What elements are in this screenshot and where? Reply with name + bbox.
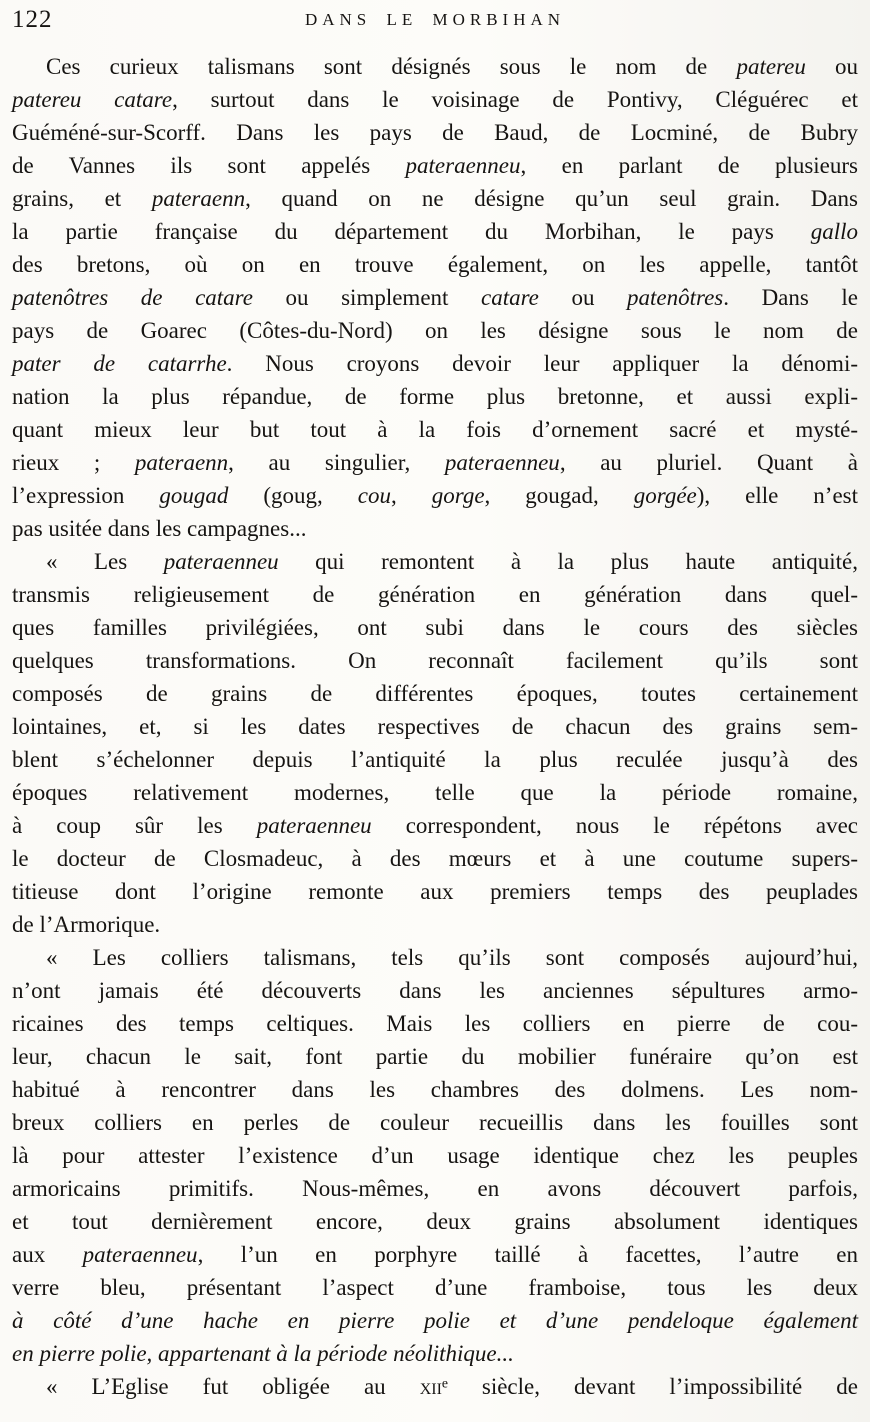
text-line (12, 974, 858, 1007)
text-segment: pas usitée dans les campagnes... (12, 516, 307, 541)
text-segment: pateraenneu (405, 153, 521, 178)
text-segment: à coup sûr les (12, 813, 257, 838)
text-segment: gorge (431, 483, 485, 508)
text-line (12, 50, 858, 83)
text-line (12, 380, 858, 413)
text-line (12, 1040, 858, 1073)
text-line (12, 875, 858, 908)
text-segment: ques familles privilégiées, ont subi dans le cours des siècles (12, 615, 858, 640)
text-segment: aux (12, 1242, 83, 1267)
text-segment: transmis religieusement de génération en génération dans quel- (12, 582, 858, 607)
text-segment: là pour attester l’existence d’un usage identique chez les peuples (12, 1143, 858, 1168)
text-segment: l’expression (12, 483, 160, 508)
text-segment: patereu catare (12, 87, 173, 112)
text-segment: pateraenneu (444, 450, 560, 475)
paragraph (12, 50, 858, 545)
text-segment: quant mieux leur but tout à la fois d’ornement sacré et mysté- (12, 417, 858, 442)
text-segment: pateraenneu (82, 1242, 198, 1267)
text-segment: . Dans le (723, 285, 859, 310)
text-segment: pater de catarrhe (12, 351, 227, 376)
text-segment: ricaines des temps celtiques. Mais les colliers en pierre de cou- (12, 1011, 858, 1036)
text-line (12, 1271, 858, 1304)
text-line (12, 314, 858, 347)
text-segment: breux colliers en perles de couleur recueillis dans les fouilles sont (12, 1110, 858, 1135)
text-line (12, 677, 858, 710)
text-segment: gorgée (633, 483, 697, 508)
text-line (12, 248, 858, 281)
text-segment: , au singulier, (228, 450, 445, 475)
text-line (12, 149, 858, 182)
text-segment: grains, et (12, 186, 152, 211)
text-segment: siècle, devant l’impossibilité de (447, 1374, 859, 1399)
text-segment: qui remontent à la plus haute antiquité, (278, 549, 858, 574)
text-segment: « Les colliers talismans, tels qu’ils sont composés aujourd’hui, (46, 945, 858, 970)
text-segment: en pierre polie, appartenant à la période néolithique... (12, 1341, 514, 1366)
text-segment: titieuse dont l’origine remonte aux premiers temps des peuplades (12, 879, 858, 904)
text-line (12, 1304, 858, 1337)
text-segment: habitué à rencontrer dans les chambres des dolmens. Les nom- (12, 1077, 858, 1102)
text-segment: , l’un en porphyre taillé à facettes, l’autre en (197, 1242, 858, 1267)
text-segment: ), elle n’est (696, 483, 859, 508)
text-line (12, 1139, 858, 1172)
text-segment: pateraenn (134, 450, 229, 475)
text-segment: pateraenn (151, 186, 246, 211)
text-segment: rieux ; (12, 450, 135, 475)
text-segment: Guéméné-sur-Scorff. Dans les pays de Baud, de Locminé, de Bubry (12, 120, 858, 145)
text-segment: , surtout dans le voisinage de Pontivy, Cléguérec et (172, 87, 858, 112)
text-segment: à côté d’une hache en pierre polie et d’une pendeloque également (12, 1308, 858, 1333)
text-segment: patenôtres de catare (12, 285, 253, 310)
text-line (12, 1337, 858, 1370)
text-segment: la partie française du département du Morbihan, le pays (12, 219, 811, 244)
text-segment: composés de grains de différentes époques, toutes certainement (12, 681, 858, 706)
text-line (12, 1370, 858, 1403)
text-line (12, 1106, 858, 1139)
text-segment: gallo (810, 219, 858, 244)
text-line (12, 578, 858, 611)
text-line (12, 842, 858, 875)
text-line (12, 281, 858, 314)
text-segment: pateraenneu (163, 549, 279, 574)
text-segment: n’ont jamais été découverts dans les anciennes sépultures armo- (12, 978, 858, 1003)
text-segment: armoricains primitifs. Nous-mêmes, en avons découvert parfois, (12, 1176, 858, 1201)
text-segment: , en parlant de plusieurs (520, 153, 858, 178)
text-segment: le docteur de Closmadeuc, à des mœurs et à une coutume supers- (12, 846, 858, 871)
text-segment: pateraenneu (256, 813, 372, 838)
page-header (12, 6, 858, 44)
text-segment: « Les (46, 549, 164, 574)
text-segment: et tout dernièrement encore, deux grains absolument identiques (12, 1209, 858, 1234)
text-line (12, 776, 858, 809)
text-segment: lointaines, et, si les dates respectives de chacun des grains sem- (12, 714, 858, 739)
text-segment: blent s’échelonner depuis l’antiquité la plus reculée jusqu’à des (12, 747, 858, 772)
text-segment: de Vannes ils sont appelés (12, 153, 406, 178)
text-line (12, 116, 858, 149)
text-segment: gougad (159, 483, 229, 508)
text-segment: leur, chacun le sait, font partie du mobilier funéraire qu’on est (12, 1044, 858, 1069)
text-line (12, 479, 858, 512)
text-line (12, 644, 858, 677)
text-segment: époques relativement modernes, telle que la période romaine, (12, 780, 858, 805)
page-number: 122 (12, 6, 53, 33)
text-line (12, 512, 858, 545)
text-segment: , gougad, (484, 483, 634, 508)
paragraph (12, 941, 858, 1370)
text-segment: cou (357, 483, 391, 508)
page-body (12, 50, 858, 1403)
text-line (12, 347, 858, 380)
text-line (12, 1205, 858, 1238)
text-segment: correspondent, nous le répétons avec (371, 813, 858, 838)
text-segment: verre bleu, présentant l’aspect d’une framboise, tous les deux (12, 1275, 858, 1300)
text-line (12, 611, 858, 644)
text-segment: ou (805, 54, 859, 79)
text-line (12, 545, 858, 578)
text-segment: catare (480, 285, 539, 310)
text-segment: ou (538, 285, 628, 310)
text-segment: nation la plus répandue, de forme plus bretonne, et aussi expli- (12, 384, 858, 409)
text-line (12, 908, 858, 941)
text-line (12, 1073, 858, 1106)
text-line (12, 941, 858, 974)
text-line (12, 1238, 858, 1271)
running-title: DANS LE MORBIHAN (304, 10, 566, 29)
text-line (12, 743, 858, 776)
text-line (12, 182, 858, 215)
text-line (12, 83, 858, 116)
text-segment: Ces curieux talismans sont désignés sous le nom de (46, 54, 737, 79)
text-segment: pays de Goarec (Côtes-du-Nord) on les désigne sous le nom de (12, 318, 858, 343)
text-line (12, 710, 858, 743)
text-segment: , quand on ne désigne qu’un seul grain. Dans (245, 186, 858, 211)
text-segment: ou simplement (252, 285, 481, 310)
text-line (12, 809, 858, 842)
text-segment: patereu (736, 54, 806, 79)
text-line (12, 1007, 858, 1040)
text-segment: quelques transformations. On reconnaît facilement qu’ils sont (12, 648, 858, 673)
text-segment: « L’Eglise fut obligée au (46, 1374, 420, 1399)
paragraph (12, 1370, 858, 1403)
text-line (12, 413, 858, 446)
text-segment: (goug, (228, 483, 358, 508)
text-line (12, 446, 858, 479)
text-segment: , (391, 483, 432, 508)
text-line (12, 215, 858, 248)
text-segment: patenôtres (627, 285, 724, 310)
text-segment: , au pluriel. Quant à (559, 450, 858, 475)
text-segment: des bretons, où on en trouve également, on les appelle, tantôt (12, 252, 858, 277)
text-segment: xiiᵉ (419, 1374, 448, 1399)
text-segment: de l’Armorique. (12, 912, 161, 937)
paragraph (12, 545, 858, 941)
text-line (12, 1172, 858, 1205)
text-segment: . Nous croyons devoir leur appliquer la dénomi- (226, 351, 858, 376)
